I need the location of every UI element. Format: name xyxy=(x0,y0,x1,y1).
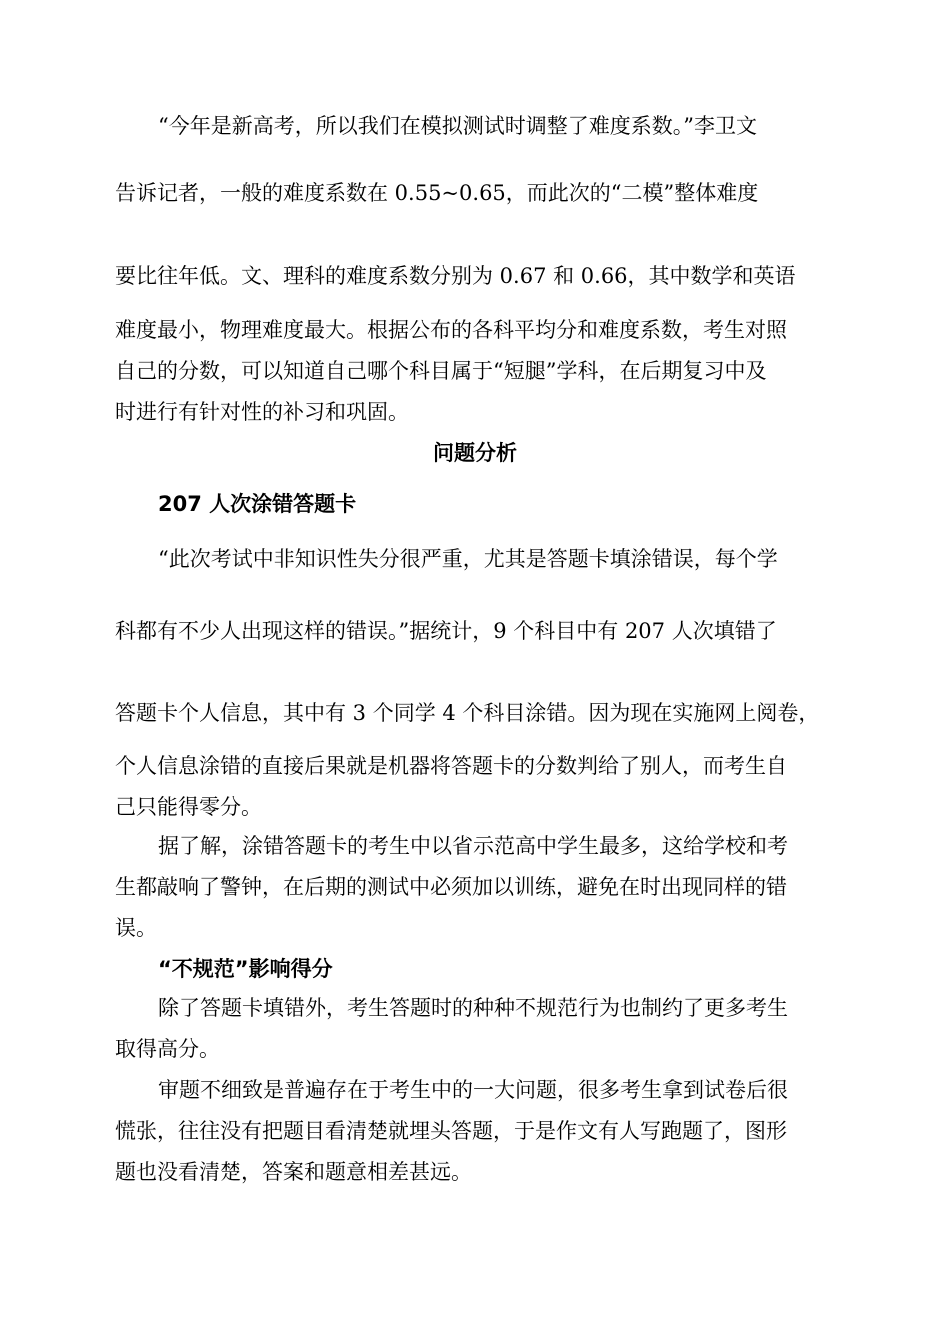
paragraph-4-line-2: 取得高分。 xyxy=(115,1037,220,1061)
paragraph-5-line-2: 慌张，往往没有把题目看清楚就埋头答题，于是作文有人写跑题了，图形 xyxy=(115,1119,787,1143)
paragraph-5-line-3: 题也没看清楚，答案和题意相差甚远。 xyxy=(115,1160,472,1184)
paragraph-1-line-1: “今年是新高考，所以我们在模拟测试时调整了难度系数。”李卫文 xyxy=(158,114,757,138)
subheading-wrong-answer-cards: 207 人次涂错答题卡 xyxy=(158,492,357,516)
paragraph-1-line-2: 告诉记者，一般的难度系数在 0.55~0.65，而此次的“二模”整体难度 xyxy=(115,181,759,205)
section-title: 问题分析 xyxy=(433,441,517,465)
paragraph-2-line-2: 科都有不少人出现这样的错误。”据统计，9 个科目中有 207 人次填错了 xyxy=(115,619,777,643)
paragraph-1-line-6: 时进行有针对性的补习和巩固。 xyxy=(115,400,409,424)
paragraph-2-line-1: “此次考试中非知识性失分很严重，尤其是答题卡填涂错误，每个学 xyxy=(158,547,778,571)
paragraph-3-line-1: 据了解，涂错答题卡的考生中以省示范高中学生最多，这给学校和考 xyxy=(158,834,788,858)
paragraph-2-line-3: 答题卡个人信息，其中有 3 个同学 4 个科目涂错。因为现在实施网上阅卷， xyxy=(115,701,820,725)
paragraph-2-line-5: 己只能得零分。 xyxy=(115,795,262,819)
paragraph-5-line-1: 审题不细致是普遍存在于考生中的一大问题，很多考生拿到试卷后很 xyxy=(158,1078,788,1102)
paragraph-2-line-4: 个人信息涂错的直接后果就是机器将答题卡的分数判给了别人，而考生自 xyxy=(115,754,787,778)
paragraph-3-line-3: 误。 xyxy=(115,916,157,940)
paragraph-1-line-4: 难度最小，物理难度最大。根据公布的各科平均分和难度系数，考生对照 xyxy=(115,318,787,342)
subheading-nonstandard-scoring: “不规范”影响得分 xyxy=(158,957,333,981)
paragraph-4-line-1: 除了答题卡填错外，考生答题时的种种不规范行为也制约了更多考生 xyxy=(158,996,788,1020)
paragraph-1-line-3: 要比往年低。文、理科的难度系数分别为 0.67 和 0.66，其中数学和英语 xyxy=(115,264,796,288)
paragraph-3-line-2: 生都敲响了警钟，在后期的测试中必须加以训练，避免在时出现同样的错 xyxy=(115,875,787,899)
paragraph-1-line-5: 自己的分数，可以知道自己哪个科目属于“短腿”学科，在后期复习中及 xyxy=(115,359,767,383)
